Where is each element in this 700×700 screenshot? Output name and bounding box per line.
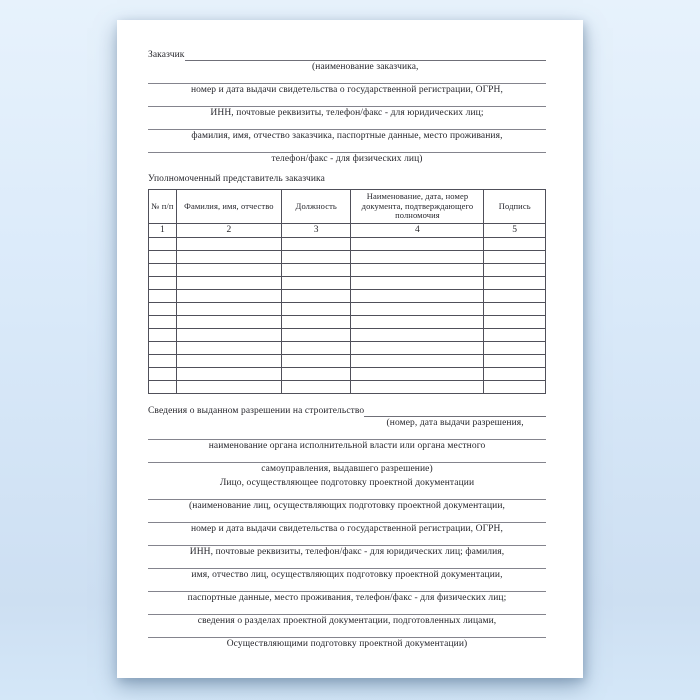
table-empty-cell [281,250,350,263]
table-empty-cell [351,380,484,393]
field-caption: сведения о разделах проектной документации, подготовленных лицами, [197,615,497,626]
table-empty-cell [176,341,281,354]
table-empty-cell [351,315,484,328]
table-empty-cell [484,367,546,380]
blank-line [148,489,546,500]
representative-table [148,189,546,394]
blank-line [148,73,546,84]
field-caption: самоуправления, выдавшего разрешение) [261,463,433,474]
field-caption: имя, отчество лиц, осуществляющих подготовку проектной документации, [191,569,503,580]
designer-blank-field [148,627,546,650]
table-empty-cell [149,237,177,250]
table-empty-row [149,328,546,341]
table-empty-cell [176,302,281,315]
field-caption: телефон/факс - для физических лиц) [271,154,423,164]
table-empty-cell [176,289,281,302]
table-empty-cell [176,367,281,380]
customer-blank-caption-row [148,62,546,73]
blank-line [148,119,546,130]
table-empty-row [149,263,546,276]
table-empty-cell [281,328,350,341]
table-empty-cell [176,328,281,341]
table-header-cell: Наименование, дата, номер документа, подтверждающего полномочия [351,190,484,224]
customer-blank-field [148,142,546,165]
table-empty-cell [149,315,177,328]
field-caption: ИНН, почтовые реквизиты, телефон/факс - для юридических лиц; [210,108,484,118]
customer-field-row [148,49,546,61]
designer-blank-field [148,535,546,558]
table-empty-cell [149,276,177,289]
table-empty-cell [149,380,177,393]
table-empty-cell [484,237,546,250]
field-caption: паспортные данные, место проживания, телефон/факс - для физических лиц; [187,592,507,603]
table-empty-cell [351,263,484,276]
table-empty-cell [176,276,281,289]
blank-line [148,627,546,638]
blank-line [148,142,546,153]
table-empty-row [149,289,546,302]
designer-heading: Лицо, осуществляющее подготовку проектной документации [219,477,475,488]
table-empty-cell [484,263,546,276]
customer-blank-field [148,96,546,119]
blank-line [148,558,546,569]
table-header-cell: № п/п [149,190,177,224]
blank-line [148,604,546,615]
table-empty-cell [176,250,281,263]
table-empty-cell [281,380,350,393]
designer-blank-field [148,581,546,604]
table-empty-cell [484,276,546,289]
permit-blank-caption-row [148,418,546,429]
table-empty-row [149,302,546,315]
table-empty-cell [149,250,177,263]
blank-line [148,535,546,546]
field-caption: ИНН, почтовые реквизиты, телефон/факс - для юридических лиц; фамилия, [189,546,505,557]
table-empty-cell [351,328,484,341]
blank-line [148,96,546,107]
table-header-cell: Фамилия, имя, отчество [176,190,281,224]
table-empty-cell [149,328,177,341]
table-empty-cell [176,263,281,276]
blank-line [148,512,546,523]
field-caption: (наименование лиц, осуществляющих подготовку проектной документации, [189,500,505,511]
table-empty-cell [484,315,546,328]
table-empty-cell [149,289,177,302]
table-empty-cell [281,315,350,328]
permit-blank-field [148,452,546,475]
table-empty-cell [281,289,350,302]
designer-blank-field [148,512,546,535]
table-empty-cell [149,354,177,367]
field-caption: номер и дата выдачи свидетельства о государственной регистрации, ОГРН, [191,523,503,534]
column-number-cell: 2 [176,223,281,237]
table-empty-cell [351,289,484,302]
field-caption: наименование органа исполнительной власти или органа местного [208,440,486,451]
permit-field-row [148,405,546,417]
customer-blank-field [148,73,546,96]
table-empty-row [149,341,546,354]
designer-blank-field [148,489,546,512]
blank-line [148,452,546,463]
representative-table-empty-rows [149,237,546,393]
table-empty-cell [281,367,350,380]
document-page [117,20,583,678]
designer-blank-field [148,558,546,581]
table-empty-cell [176,237,281,250]
table-empty-cell [149,367,177,380]
table-empty-cell [281,302,350,315]
blank-line [148,581,546,592]
field-caption: (наименование заказчика, [312,62,419,72]
table-empty-cell [351,276,484,289]
column-number-cell: 4 [351,223,484,237]
table-empty-row [149,237,546,250]
column-number-cell: 1 [149,223,177,237]
document-content [148,49,546,650]
field-caption: номер и дата выдачи свидетельства о государственной регистрации, ОГРН, [191,85,503,95]
table-empty-row [149,276,546,289]
table-empty-cell [484,250,546,263]
table-empty-cell [281,237,350,250]
designer-blank-field [148,604,546,627]
table-empty-row [149,250,546,263]
table-empty-cell [484,380,546,393]
table-empty-cell [149,302,177,315]
table-empty-cell [281,341,350,354]
table-empty-cell [149,341,177,354]
table-header-row [149,190,546,224]
table-column-number-row [149,223,546,237]
table-empty-cell [176,315,281,328]
table-empty-cell [281,276,350,289]
permit-blank-line [364,404,546,417]
table-empty-cell [149,263,177,276]
table-empty-cell [351,367,484,380]
table-empty-cell [351,250,484,263]
table-empty-cell [484,289,546,302]
table-empty-cell [281,263,350,276]
table-header-cell: Подпись [484,190,546,224]
field-caption: (номер, дата выдачи разрешения, [386,417,524,428]
table-empty-cell [176,380,281,393]
customer-label: Заказчик [148,50,185,60]
blank-line [148,429,546,440]
table-empty-cell [351,237,484,250]
column-number-cell: 3 [281,223,350,237]
column-number-cell: 5 [484,223,546,237]
table-empty-row [149,367,546,380]
table-empty-cell [351,302,484,315]
field-caption: фамилия, имя, отчество заказчика, паспортные данные, место проживания, [191,131,503,141]
customer-blank-field [148,119,546,142]
table-empty-cell [176,354,281,367]
customer-blank-line [185,48,546,61]
permit-blank-field [148,429,546,452]
table-empty-cell [484,341,546,354]
table-empty-cell [281,354,350,367]
table-empty-cell [484,328,546,341]
permit-label: Сведения о выданном разрешении на строительство [148,405,365,416]
table-empty-row [149,315,546,328]
table-empty-cell [351,354,484,367]
table-empty-cell [484,354,546,367]
table-empty-row [149,380,546,393]
table-empty-cell [351,341,484,354]
representative-section-title: Уполномоченный представитель заказчика [148,174,325,184]
field-caption: Осуществляющими подготовку проектной документации) [226,638,468,649]
table-header-cell: Должность [281,190,350,224]
table-empty-row [149,354,546,367]
table-empty-cell [484,302,546,315]
